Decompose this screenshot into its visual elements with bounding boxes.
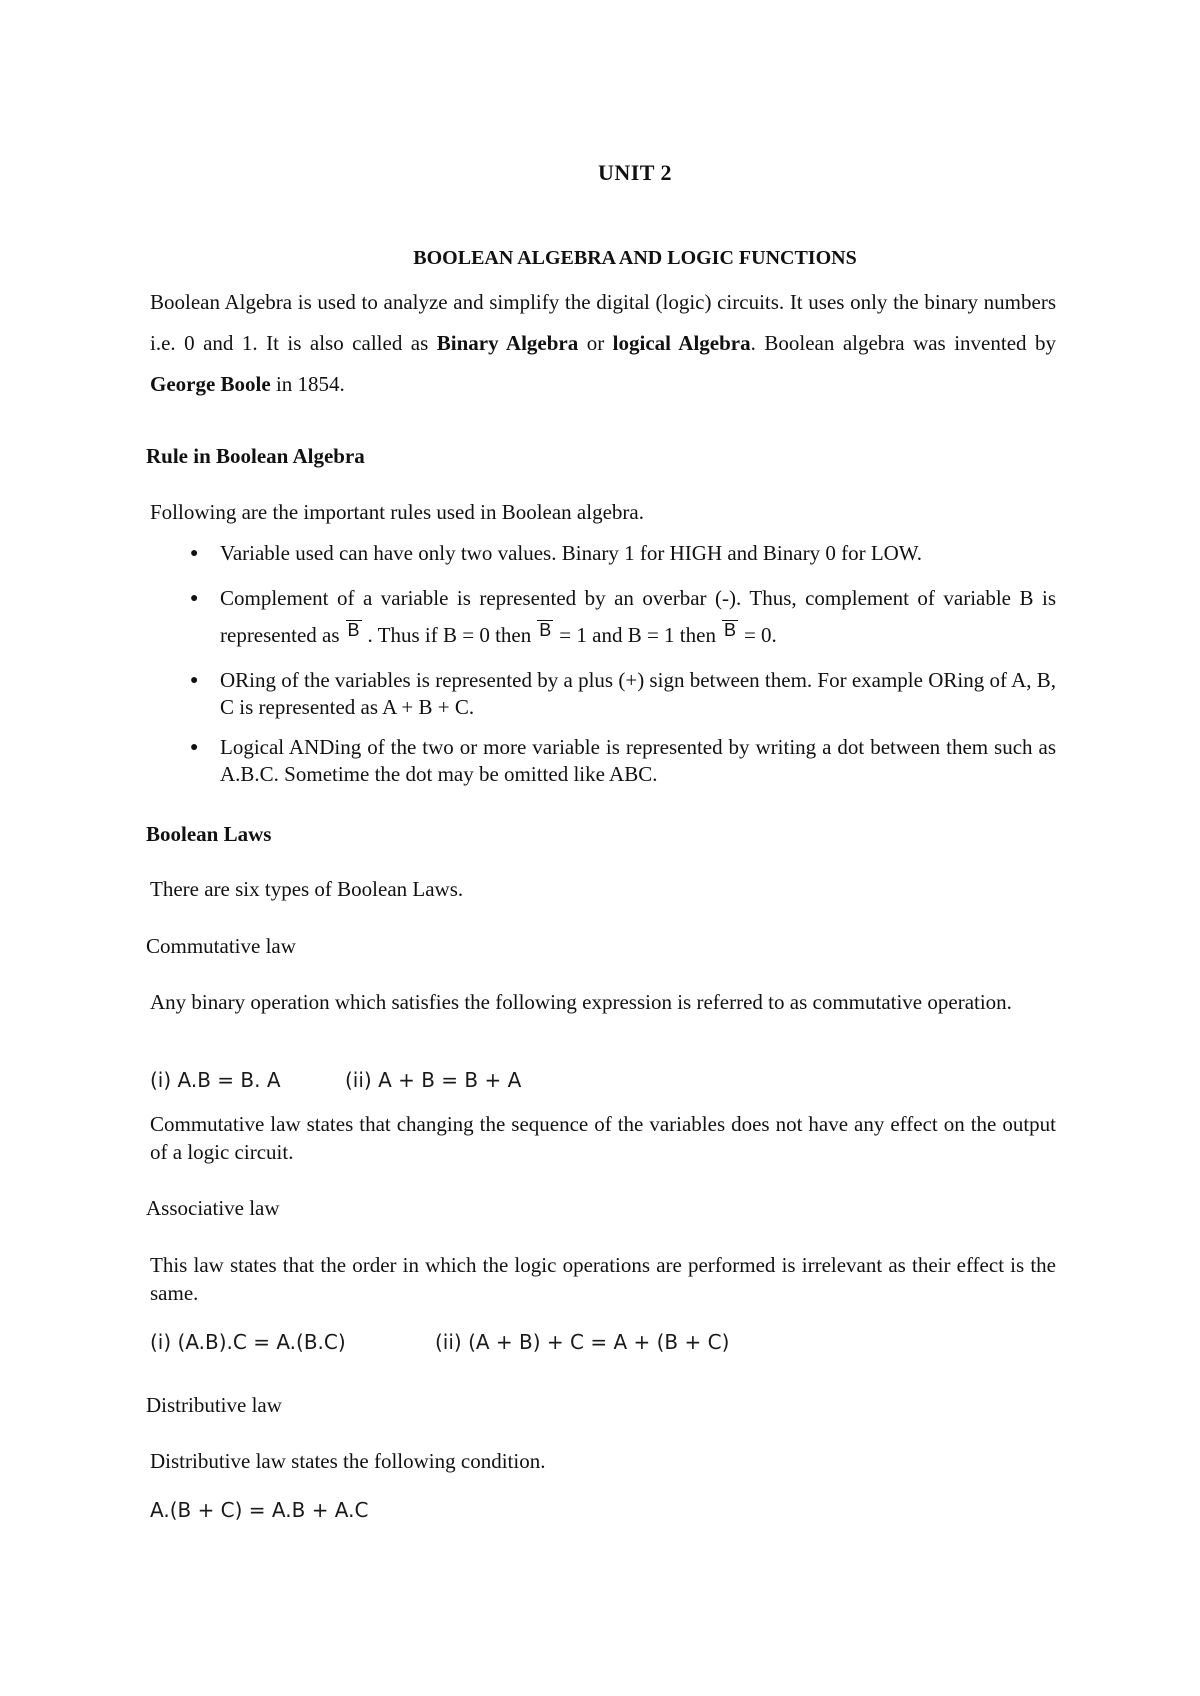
laws-lead: There are six types of Boolean Laws. <box>150 877 464 901</box>
intro-paragraph <box>150 282 1056 405</box>
b-overbar-symbol: B <box>723 620 736 640</box>
list-item <box>150 667 1056 721</box>
chapter-title: BOOLEAN ALGEBRA AND LOGIC FUNCTIONS <box>413 247 857 269</box>
unit-title: UNIT 2 <box>597 160 673 185</box>
commutative-note: Commutative law states that changing the sequence of the variables does not have any effect on the output of a logic circuit. <box>150 1112 1056 1164</box>
rule-text: = 0. <box>743 623 777 647</box>
intro-text-1: Boolean Algebra is used to analyze and simplify the digital (logic) circuits. It uses only the binary numbers i.e. 0 and 1. It is also called as <box>150 290 1056 355</box>
rules-list <box>150 540 1056 788</box>
distributive-law-title: Distributive law <box>146 1393 282 1417</box>
rules-heading: Rule in Boolean Algebra <box>146 444 365 468</box>
distributive-formula: A.(B + C) = A.B + A.C <box>150 1498 369 1522</box>
rule-text: Logical ANDing of the two or more variable is represented by writing a dot between them such as A.B.C. Sometime the dot may be omitted like ABC. <box>220 735 1056 786</box>
bullet-icon: ● <box>190 673 199 688</box>
bullet-icon: ● <box>190 740 199 755</box>
rule-text: ORing of the variables is represented by a plus (+) sign between them. For example ORing of A, B, C is represented as A + B + C. <box>220 668 1056 719</box>
list-item <box>150 734 1056 788</box>
associative-formula-1: (i) (A.B).C = A.(B.C) <box>150 1330 346 1354</box>
associative-desc: This law states that the order in which the logic operations are performed is irrelevant as their effect is the same. <box>150 1253 1056 1305</box>
intro-bold-binary-algebra: Binary Algebra <box>436 331 579 355</box>
intro-bold-george-boole: George Boole <box>150 372 271 396</box>
associative-formula-2: (ii) (A + B) + C = A + (B + C) <box>435 1330 730 1354</box>
intro-bold-logical-algebra: logical Algebra <box>612 331 751 355</box>
associative-law-title: Associative law <box>146 1196 280 1220</box>
bullet-icon: ● <box>190 546 199 561</box>
commutative-desc: Any binary operation which satisfies the following expression is referred to as commutative operation. <box>150 990 1012 1014</box>
intro-text-2: or <box>578 331 613 355</box>
intro-text-4: in 1854. <box>270 372 345 396</box>
commutative-formula-1: (i) A.B = B. A <box>150 1068 281 1092</box>
rules-lead: Following are the important rules used in Boolean algebra. <box>150 500 644 524</box>
list-item <box>150 540 1056 567</box>
commutative-law-title: Commutative law <box>146 934 296 958</box>
rule-text: Complement of a variable is represented by an overbar (-). Thus, complement of variable B is represented as <box>220 586 1056 647</box>
intro-text-3: . Boolean algebra was invented by <box>750 331 1056 355</box>
commutative-formula-2: (ii) A + B = B + A <box>345 1068 522 1092</box>
b-overbar-symbol: B <box>539 620 552 640</box>
rule-text: Variable used can have only two values. Binary 1 for HIGH and Binary 0 for LOW. <box>220 541 922 565</box>
rule-text: . Thus if B = 0 then <box>367 623 532 647</box>
bullet-icon: ● <box>190 591 199 606</box>
distributive-desc: Distributive law states the following condition. <box>150 1449 546 1473</box>
list-item <box>150 580 1056 654</box>
b-overbar-symbol: B <box>347 620 360 640</box>
rule-text: = 1 and B = 1 then <box>559 623 716 647</box>
laws-heading: Boolean Laws <box>146 822 272 846</box>
